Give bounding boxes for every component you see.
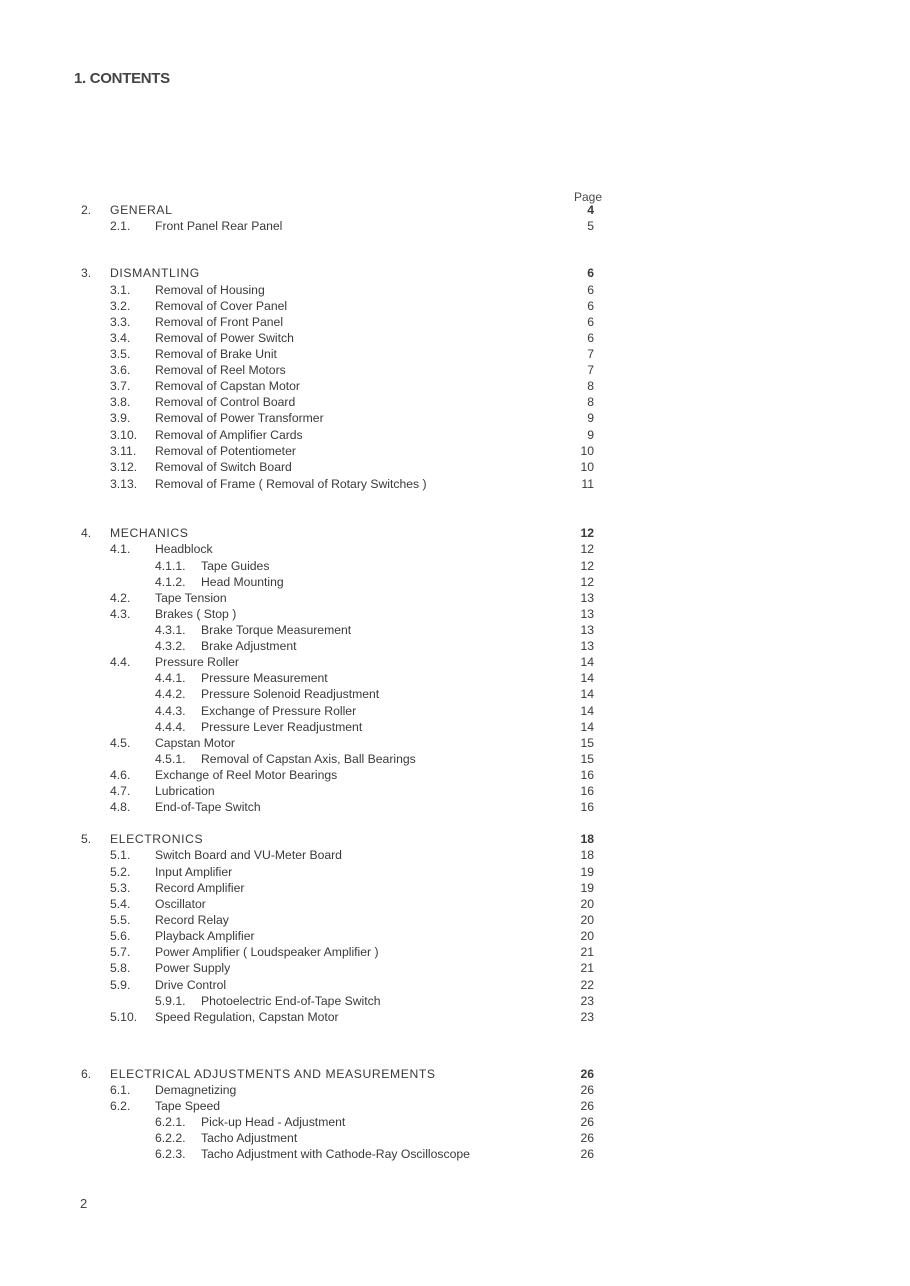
toc-subsection [0, 799, 910, 815]
toc-subsubsection [0, 622, 910, 638]
toc-entry-page: 26 [580, 1099, 594, 1113]
toc-entry-page: 12 [580, 542, 594, 556]
toc-subsection [0, 330, 910, 346]
toc-entry-page: 16 [580, 784, 594, 798]
toc-entry-title: Tacho Adjustment with Cathode-Ray Oscilloscope [201, 1147, 470, 1161]
toc-entry-page: 13 [580, 607, 594, 621]
toc-entry-number: 5.8. [110, 961, 131, 975]
toc-subsection [0, 394, 910, 410]
toc-subsection [0, 590, 910, 606]
toc-entry-number: 3.6. [110, 363, 131, 377]
toc-entry-number: 3.13. [110, 477, 138, 491]
toc-subsection [0, 928, 910, 944]
toc-subsubsection [0, 751, 910, 767]
toc-entry-page: 13 [580, 591, 594, 605]
toc-entry-number: 4.3. [110, 607, 131, 621]
toc-subsubsection [0, 993, 910, 1009]
toc-entry-title: Photoelectric End-of-Tape Switch [201, 994, 381, 1008]
toc-subsection [0, 362, 910, 378]
toc-section [0, 525, 910, 541]
toc-entry-title: Removal of Power Switch [155, 331, 294, 345]
toc-entry-page: 26 [580, 1115, 594, 1129]
toc-subsection [0, 783, 910, 799]
toc-subsection [0, 298, 910, 314]
toc-entry-page: 16 [580, 768, 594, 782]
toc-entry-page: 23 [580, 994, 594, 1008]
toc-entry-title: Drive Control [155, 978, 227, 992]
toc-entry-number: 5.9.1. [155, 994, 186, 1008]
toc-entry-title: Demagnetizing [155, 1083, 237, 1097]
toc-entry-number: 5.3. [110, 881, 131, 895]
toc-entry-title: Removal of Cover Panel [155, 299, 288, 313]
toc-entry-page: 14 [580, 687, 594, 701]
toc-entry-title: Removal of Potentiometer [155, 444, 296, 458]
toc-entry-number: 4.4.1. [155, 671, 186, 685]
toc-entry-title: DISMANTLING [110, 266, 200, 280]
toc-entry-title: Removal of Switch Board [155, 460, 292, 474]
toc-subsection [0, 410, 910, 426]
toc-subsection [0, 735, 910, 751]
toc-entry-number: 2. [81, 203, 92, 217]
toc-entry-number: 5.5. [110, 913, 131, 927]
toc-entry-title: Exchange of Reel Motor Bearings [155, 768, 338, 782]
toc-entry-page: 20 [580, 929, 594, 943]
toc-entry-number: 4.3.1. [155, 623, 186, 637]
toc-entry-page: 21 [580, 945, 594, 959]
toc-entry-page: 7 [587, 363, 594, 377]
toc-subsubsection [0, 1146, 910, 1162]
toc-subsubsection [0, 703, 910, 719]
page-title: 1. CONTENTS [74, 70, 170, 87]
toc-entry-title: Front Panel Rear Panel [155, 219, 283, 233]
toc-entry-title: Removal of Housing [155, 283, 265, 297]
toc-entry-title: Speed Regulation, Capstan Motor [155, 1010, 339, 1024]
toc-subsection [0, 896, 910, 912]
toc-entry-number: 4.4. [110, 655, 131, 669]
toc-entry-page: 12 [580, 526, 594, 540]
toc-entry-page: 6 [587, 299, 594, 313]
toc-entry-title: Brakes ( Stop ) [155, 607, 237, 621]
toc-entry-title: Power Amplifier ( Loudspeaker Amplifier ) [155, 945, 379, 959]
toc-entry-title: Playback Amplifier [155, 929, 255, 943]
toc-entry-title: Tape Speed [155, 1099, 221, 1113]
toc-subsection [0, 912, 910, 928]
toc-subsection [0, 541, 910, 557]
toc-entry-title: End-of-Tape Switch [155, 800, 261, 814]
toc-subsubsection [0, 1130, 910, 1146]
toc-entry-number: 3.7. [110, 379, 131, 393]
toc-entry-page: 18 [580, 848, 594, 862]
toc-entry-number: 4.8. [110, 800, 131, 814]
toc-entry-page: 26 [580, 1067, 594, 1081]
toc-subsection [0, 606, 910, 622]
toc-entry-number: 4.1.1. [155, 559, 186, 573]
toc-entry-title: GENERAL [110, 203, 173, 217]
toc-entry-page: 15 [580, 736, 594, 750]
toc-entry-title: Headblock [155, 542, 213, 556]
page-column-label: Page [574, 190, 603, 204]
toc-subsection [0, 864, 910, 880]
toc-entry-number: 3.9. [110, 411, 131, 425]
toc-entry-number: 3.11. [110, 444, 137, 458]
toc-section [0, 265, 910, 281]
toc-subsubsection [0, 1114, 910, 1130]
toc-entry-number: 4.6. [110, 768, 131, 782]
toc-subsection [0, 1098, 910, 1114]
toc-entry-number: 6.1. [110, 1083, 131, 1097]
toc-entry-page: 14 [580, 655, 594, 669]
toc-section [0, 202, 910, 218]
toc-entry-page: 19 [580, 881, 594, 895]
toc-entry-page: 10 [580, 444, 594, 458]
toc-entry-title: Power Supply [155, 961, 231, 975]
toc-entry-page: 6 [587, 283, 594, 297]
toc-entry-title: Removal of Power Transformer [155, 411, 324, 425]
toc-subsection [0, 378, 910, 394]
toc-entry-number: 3.10. [110, 428, 138, 442]
toc-entry-page: 15 [580, 752, 594, 766]
toc-entry-page: 5 [587, 219, 594, 233]
toc-entry-title: Pressure Roller [155, 655, 239, 669]
toc-entry-number: 4.1.2. [155, 575, 186, 589]
toc-entry-number: 6.2. [110, 1099, 131, 1113]
toc-entry-title: Input Amplifier [155, 865, 233, 879]
toc-entry-title: Record Relay [155, 913, 229, 927]
toc-entry-page: 21 [580, 961, 594, 975]
toc-entry-number: 4.4.2. [155, 687, 186, 701]
toc-entry-page: 14 [580, 671, 594, 685]
toc-entry-number: 3.5. [110, 347, 131, 361]
toc-entry-page: 23 [580, 1010, 594, 1024]
toc-subsubsection [0, 719, 910, 735]
toc-subsection [0, 346, 910, 362]
toc-subsubsection [0, 574, 910, 590]
toc-entry-number: 6.2.3. [155, 1147, 186, 1161]
toc-entry-number: 2.1. [110, 219, 131, 233]
toc-entry-number: 4.5. [110, 736, 131, 750]
toc-subsubsection [0, 670, 910, 686]
toc-entry-title: Removal of Front Panel [155, 315, 284, 329]
toc-entry-number: 6. [81, 1067, 92, 1081]
toc-entry-page: 26 [580, 1131, 594, 1145]
toc-entry-title: Removal of Reel Motors [155, 363, 286, 377]
toc-entry-page: 6 [587, 266, 594, 280]
toc-entry-page: 9 [587, 428, 594, 442]
toc-entry-title: Removal of Capstan Motor [155, 379, 300, 393]
toc-entry-page: 20 [580, 897, 594, 911]
toc-entry-title: ELECTRICAL ADJUSTMENTS AND MEASUREMENTS [110, 1067, 436, 1081]
toc-entry-page: 14 [580, 720, 594, 734]
toc-entry-page: 12 [580, 559, 594, 573]
toc-section [0, 831, 910, 847]
toc-entry-number: 3.3. [110, 315, 131, 329]
toc-entry-title: Removal of Brake Unit [155, 347, 277, 361]
toc-entry-number: 4.4.3. [155, 704, 186, 718]
toc-entry-number: 3. [81, 266, 92, 280]
toc-entry-page: 22 [580, 978, 594, 992]
toc-subsection [0, 1009, 910, 1025]
toc-subsection [0, 767, 910, 783]
toc-subsection [0, 218, 910, 234]
toc-entry-title: Removal of Frame ( Removal of Rotary Switches ) [155, 477, 427, 491]
toc-entry-number: 6.2.2. [155, 1131, 186, 1145]
toc-entry-title: Removal of Amplifier Cards [155, 428, 303, 442]
toc-entry-title: Removal of Control Board [155, 395, 296, 409]
toc-entry-number: 4. [81, 526, 92, 540]
toc-entry-number: 5.4. [110, 897, 131, 911]
toc-entry-page: 6 [587, 331, 594, 345]
toc-subsection [0, 1082, 910, 1098]
toc-entry-number: 3.12. [110, 460, 138, 474]
toc-subsection [0, 282, 910, 298]
toc-subsection [0, 459, 910, 475]
toc-entry-number: 4.4.4. [155, 720, 186, 734]
toc-section [0, 1066, 910, 1082]
toc-entry-title: Pressure Measurement [201, 671, 328, 685]
toc-entry-page: 26 [580, 1083, 594, 1097]
toc-entry-title: Tape Tension [155, 591, 227, 605]
toc-entry-page: 18 [580, 832, 594, 846]
toc-entry-title: Brake Adjustment [201, 639, 297, 653]
toc-entry-title: Record Amplifier [155, 881, 245, 895]
toc-entry-page: 6 [587, 315, 594, 329]
toc-entry-page: 11 [581, 477, 594, 491]
toc-entry-page: 8 [587, 395, 594, 409]
toc-entry-page: 14 [580, 704, 594, 718]
toc-entry-title: Tape Guides [201, 559, 270, 573]
toc-entry-number: 5.2. [110, 865, 131, 879]
toc-entry-number: 4.2. [110, 591, 131, 605]
toc-subsection [0, 443, 910, 459]
toc-entry-number: 5. [81, 832, 92, 846]
toc-entry-number: 4.7. [110, 784, 131, 798]
toc-subsection [0, 476, 910, 492]
toc-subsection [0, 314, 910, 330]
toc-entry-page: 10 [580, 460, 594, 474]
toc-entry-page: 13 [580, 623, 594, 637]
toc-entry-number: 5.1. [110, 848, 131, 862]
toc-entry-title: Exchange of Pressure Roller [201, 704, 357, 718]
toc-entry-number: 4.1. [110, 542, 131, 556]
toc-subsection [0, 880, 910, 896]
toc-subsection [0, 847, 910, 863]
toc-entry-number: 5.9. [110, 978, 131, 992]
toc-entry-page: 16 [580, 800, 594, 814]
toc-entry-page: 7 [587, 347, 594, 361]
toc-entry-page: 13 [580, 639, 594, 653]
toc-entry-number: 4.5.1. [155, 752, 186, 766]
toc-subsection [0, 654, 910, 670]
toc-entry-number: 3.1. [110, 283, 131, 297]
toc-entry-page: 8 [587, 379, 594, 393]
toc-entry-title: Brake Torque Measurement [201, 623, 352, 637]
toc-entry-title: Switch Board and VU-Meter Board [155, 848, 342, 862]
toc-subsection [0, 977, 910, 993]
toc-entry-page: 4 [587, 203, 594, 217]
toc-subsubsection [0, 558, 910, 574]
toc-subsection [0, 427, 910, 443]
toc-entry-page: 12 [580, 575, 594, 589]
toc-entry-title: Oscillator [155, 897, 206, 911]
toc-entry-number: 4.3.2. [155, 639, 186, 653]
toc-entry-title: Lubrication [155, 784, 215, 798]
toc-entry-title: Removal of Capstan Axis, Ball Bearings [201, 752, 416, 766]
footer-page-number: 2 [80, 1196, 88, 1211]
toc-entry-number: 5.6. [110, 929, 131, 943]
toc-entry-number: 5.7. [110, 945, 131, 959]
toc-entry-title: ELECTRONICS [110, 832, 204, 846]
toc-entry-title: Pressure Solenoid Readjustment [201, 687, 380, 701]
toc-entry-title: MECHANICS [110, 526, 189, 540]
toc-subsubsection [0, 686, 910, 702]
toc-entry-title: Pick-up Head - Adjustment [201, 1115, 346, 1129]
toc-entry-page: 19 [580, 865, 594, 879]
toc-entry-page: 20 [580, 913, 594, 927]
toc-entry-number: 3.2. [110, 299, 131, 313]
toc-subsection [0, 944, 910, 960]
toc-entry-number: 5.10. [110, 1010, 138, 1024]
toc-entry-page: 9 [587, 411, 594, 425]
toc-entry-title: Tacho Adjustment [201, 1131, 298, 1145]
toc-subsection [0, 960, 910, 976]
toc-subsubsection [0, 638, 910, 654]
toc-entry-number: 3.8. [110, 395, 131, 409]
toc-entry-number: 3.4. [110, 331, 131, 345]
toc-entry-number: 6.2.1. [155, 1115, 186, 1129]
toc-entry-title: Capstan Motor [155, 736, 235, 750]
toc-entry-title: Pressure Lever Readjustment [201, 720, 363, 734]
toc-entry-page: 26 [580, 1147, 594, 1161]
toc-entry-title: Head Mounting [201, 575, 284, 589]
